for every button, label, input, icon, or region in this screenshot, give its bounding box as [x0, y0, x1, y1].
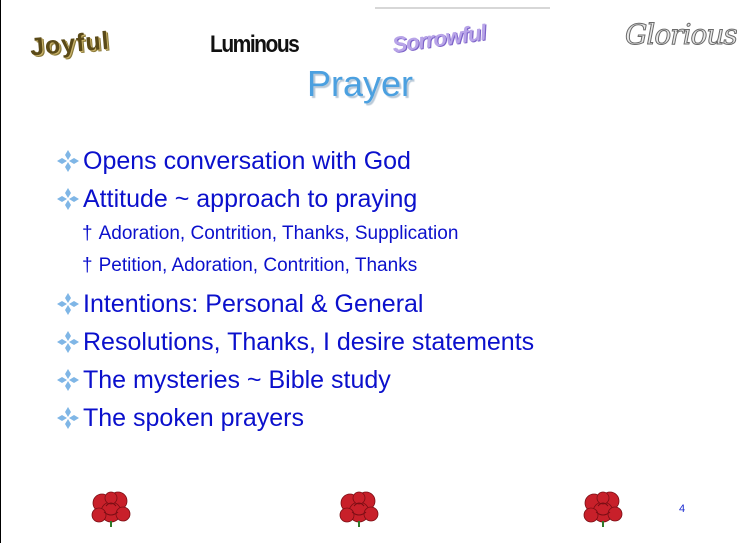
joyful-logo: Joyful [28, 26, 111, 62]
diamond-bullet-icon [56, 368, 80, 392]
bullet-list [56, 142, 706, 437]
rose-icon [336, 488, 382, 528]
glorious-logo: Glorious [625, 18, 737, 51]
dagger-bullet-icon: † [82, 255, 93, 276]
diamond-bullet-icon [56, 330, 80, 354]
bullet-item [56, 361, 706, 399]
top-divider [375, 7, 550, 9]
bullet-item [56, 323, 706, 361]
bullet-item [56, 142, 706, 180]
page-number: 4 [679, 503, 686, 515]
sub-bullet-item [56, 218, 706, 250]
diamond-bullet-icon [56, 292, 80, 316]
bullet-text: Attitude ~ approach to praying [83, 184, 418, 213]
diamond-bullet-icon [56, 149, 80, 173]
diamond-bullet-icon [56, 187, 80, 211]
sorrowful-logo: Sorrowful [390, 19, 487, 58]
rose-icon [88, 488, 134, 528]
bullet-item [56, 285, 706, 323]
sub-bullet-item [56, 250, 706, 282]
bullet-text: Intentions: Personal & General [83, 289, 424, 318]
bullet-text: The spoken prayers [83, 403, 304, 432]
slide-title: Prayer [306, 63, 414, 104]
rose-icon [580, 488, 626, 528]
bullet-text: Resolutions, Thanks, I desire statements [83, 327, 535, 356]
bullet-text: Opens conversation with God [83, 146, 411, 175]
diamond-bullet-icon [56, 406, 80, 430]
dagger-bullet-icon: † [82, 223, 93, 244]
luminous-logo: Luminous [210, 31, 299, 58]
bullet-text: The mysteries ~ Bible study [83, 365, 391, 394]
sub-bullet-text: Adoration, Contrition, Thanks, Supplication [98, 223, 459, 244]
bullet-item [56, 180, 706, 218]
sub-bullet-text: Petition, Adoration, Contrition, Thanks [98, 255, 418, 276]
bullet-item [56, 399, 706, 437]
